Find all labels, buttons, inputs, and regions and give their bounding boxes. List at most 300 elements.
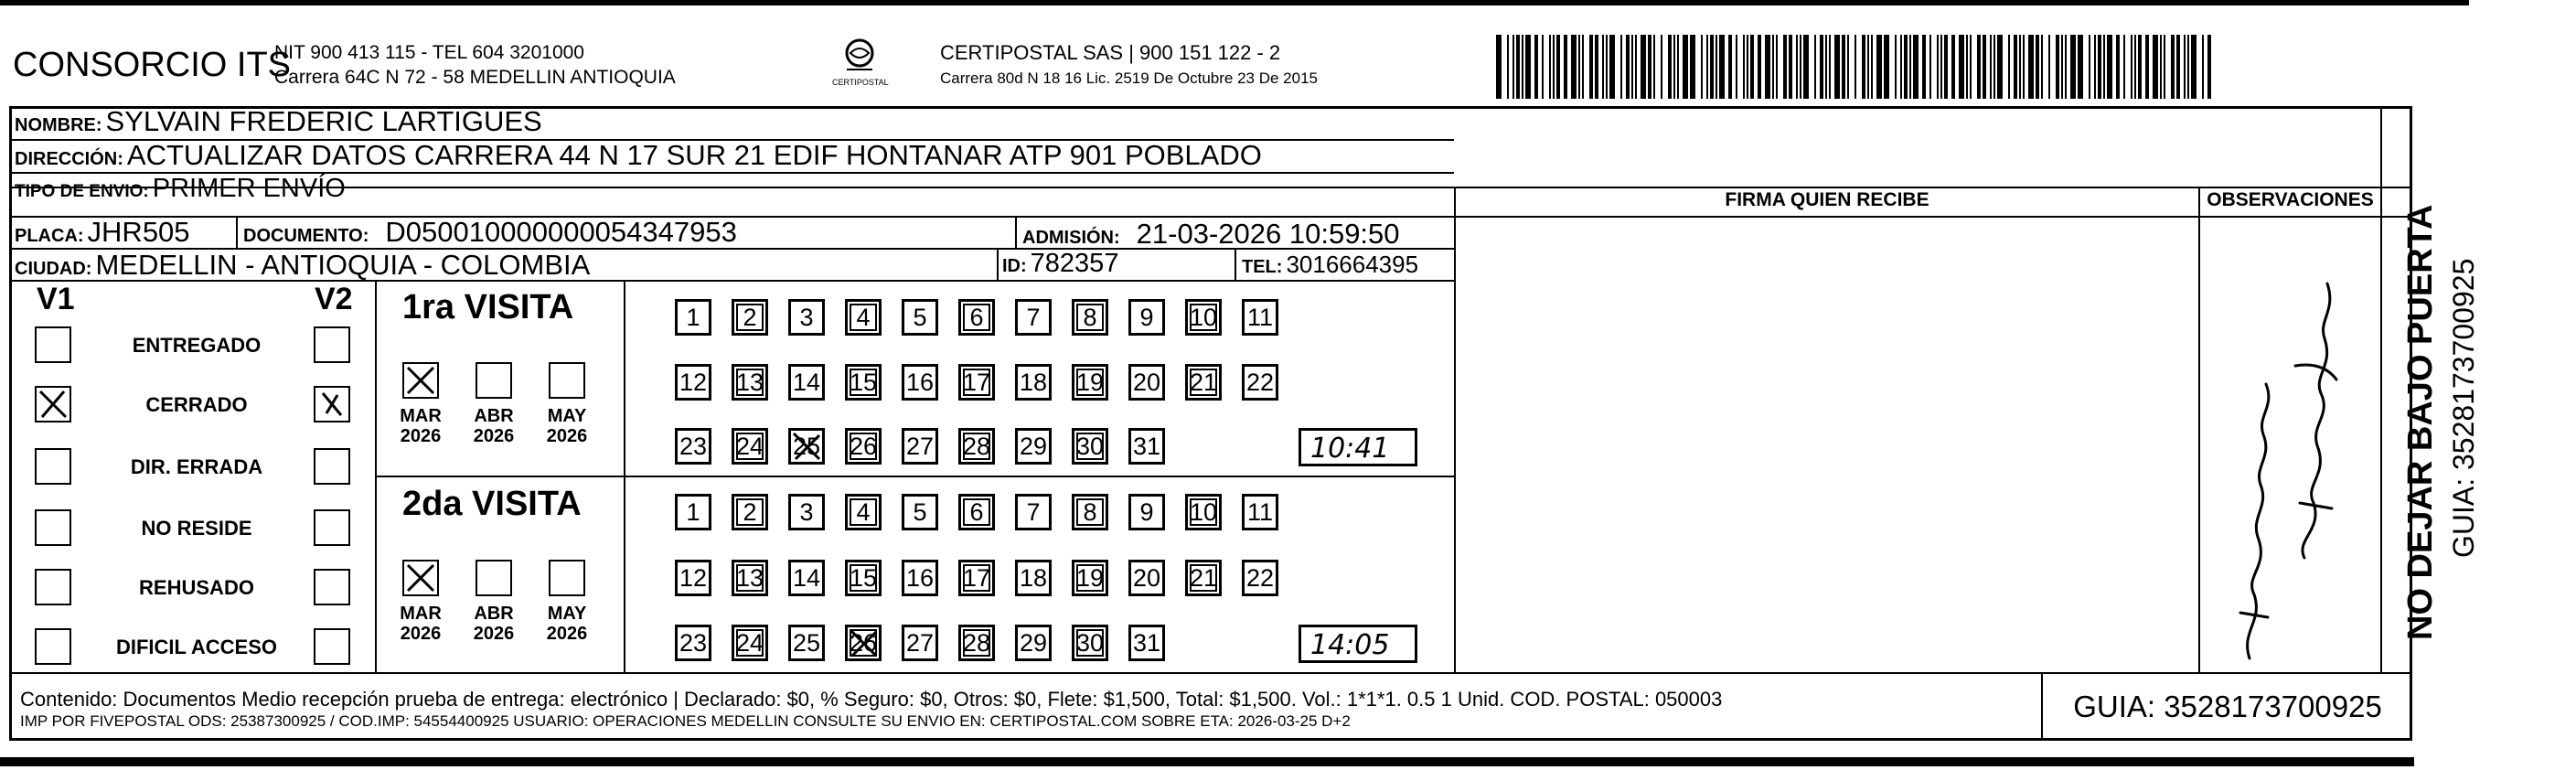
barcode-bar <box>2028 35 2034 99</box>
month-name: ABR <box>474 406 514 426</box>
footer-contenido: Contenido: Documentos Medio recepción prueba de entrega: electrónico | Declarado: $0, % Seguro: $0, Otros: $0, Flete: $1,500, Total: $1,500. Vol.: 1*1*1. 0.5 1 Unid. COD. POSTAL: 050003 <box>20 688 1723 711</box>
day-box[interactable] <box>902 560 938 596</box>
day-box[interactable] <box>958 299 995 336</box>
day-box[interactable] <box>1128 625 1165 661</box>
top-rule <box>0 0 2469 5</box>
day-box[interactable] <box>732 625 768 661</box>
v2-checkbox[interactable] <box>314 628 350 665</box>
day-number: 30 <box>1075 629 1105 657</box>
day-number: 26 <box>849 629 878 657</box>
barcode-bar <box>2116 35 2120 99</box>
day-number: 8 <box>1083 498 1097 526</box>
day-box[interactable] <box>788 428 825 465</box>
barcode-bar <box>2153 35 2158 99</box>
v1-checkbox[interactable] <box>35 386 71 422</box>
visita-title: 1ra VISITA <box>402 288 574 326</box>
barcode-bar <box>2138 35 2142 99</box>
day-number: 24 <box>735 433 764 460</box>
day-number: 5 <box>913 304 927 331</box>
admision-label: ADMISIÓN: <box>1022 228 1120 248</box>
v2-checkbox[interactable] <box>314 569 350 605</box>
tipo-envio-label: TIPO DE ENVIO: <box>15 182 149 201</box>
barcode-bar <box>1701 35 1703 99</box>
barcode-bar <box>2048 35 2050 99</box>
month-year: 2026 <box>546 624 588 644</box>
month-name: ABR <box>474 604 514 624</box>
barcode-bar <box>1750 35 1754 99</box>
check-x-icon <box>791 431 822 462</box>
day-number: 25 <box>792 629 821 657</box>
tel-label: TEL: <box>1242 257 1283 277</box>
day-box[interactable] <box>1185 299 1222 336</box>
month-label <box>538 604 596 644</box>
barcode-bar <box>1710 35 1714 99</box>
rule <box>375 280 377 672</box>
direccion-row <box>15 139 1262 172</box>
barcode-bar <box>1829 35 1831 99</box>
barcode-bar <box>2145 35 2149 99</box>
barcode-bar <box>1641 35 1646 99</box>
documento-label: DOCUMENTO: <box>243 226 369 246</box>
rule <box>236 216 238 248</box>
day-box[interactable] <box>1185 494 1222 530</box>
bottom-rule <box>0 757 2414 766</box>
day-number: 9 <box>1139 304 1154 331</box>
day-box[interactable] <box>1128 299 1165 336</box>
barcode-bar <box>1496 35 1502 99</box>
barcode-bar <box>1983 35 1986 99</box>
v1-header: V1 <box>37 282 75 316</box>
barcode-bar <box>1620 35 1622 99</box>
barcode-bar <box>1884 35 1889 99</box>
month-label <box>538 406 596 446</box>
day-box[interactable] <box>958 560 995 596</box>
barcode-bar <box>1578 35 1580 99</box>
day-box[interactable] <box>958 428 995 465</box>
barcode-bar <box>2014 35 2017 99</box>
barcode-bar <box>2191 35 2197 99</box>
day-box[interactable] <box>675 625 711 661</box>
barcode-bar <box>2056 35 2059 99</box>
id-label: ID: <box>1002 256 1027 276</box>
day-box[interactable] <box>845 428 882 465</box>
month-label <box>465 604 523 644</box>
barcode-bar <box>2019 35 2021 99</box>
tel-value: 3016664395 <box>1286 251 1419 278</box>
day-box[interactable] <box>1242 299 1278 336</box>
barcode-bar <box>1765 35 1770 99</box>
day-number: 8 <box>1083 304 1097 331</box>
day-box[interactable] <box>1128 364 1165 401</box>
barcode-bar <box>2036 35 2039 99</box>
ciudad-row <box>15 249 590 282</box>
v1-checkbox[interactable] <box>35 448 71 485</box>
barcode-bar <box>2070 35 2076 99</box>
day-box[interactable] <box>675 364 711 401</box>
day-box[interactable] <box>845 299 882 336</box>
day-box[interactable] <box>1185 364 1222 401</box>
day-number: 1 <box>686 304 700 331</box>
barcode-bar <box>1922 35 1926 99</box>
barcode-bar <box>1564 35 1567 99</box>
barcode-bar <box>1677 35 1679 99</box>
day-number: 12 <box>679 369 708 396</box>
barcode-bar <box>1867 35 1869 99</box>
rule <box>1235 248 1236 280</box>
barcode-bar <box>1871 35 1873 99</box>
day-number: 4 <box>856 304 871 331</box>
day-number: 6 <box>969 304 984 331</box>
day-box[interactable] <box>845 494 882 530</box>
day-number: 29 <box>1019 433 1048 460</box>
month-checkbox[interactable] <box>402 362 439 399</box>
day-box[interactable] <box>1072 428 1108 465</box>
day-box[interactable] <box>845 364 882 401</box>
day-box[interactable] <box>1128 494 1165 530</box>
nombre-row <box>15 105 542 138</box>
day-box[interactable] <box>1128 560 1165 596</box>
day-box[interactable] <box>1015 560 1052 596</box>
barcode-bar <box>1661 35 1662 99</box>
v1-checkbox[interactable] <box>35 569 71 605</box>
day-box[interactable] <box>845 560 882 596</box>
day-number: 25 <box>792 433 821 460</box>
status-label: DIFICIL ACCESO <box>115 636 277 658</box>
barcode-bar <box>1800 35 1801 99</box>
tel-row <box>1242 251 1418 279</box>
observacion-handwriting <box>2213 229 2378 668</box>
day-number: 1 <box>686 498 700 526</box>
barcode-bar <box>1690 35 1695 99</box>
placa-row <box>15 216 190 249</box>
day-box[interactable] <box>1015 625 1052 661</box>
check-x-icon <box>848 627 879 658</box>
barcode-bar <box>1803 35 1809 99</box>
month-name: MAR <box>400 406 442 426</box>
barcode-bar <box>1855 35 1856 99</box>
barcode-bar <box>1635 35 1637 99</box>
day-box[interactable] <box>1072 560 1108 596</box>
month-label <box>391 406 450 446</box>
side-guia: GUIA: 3528173700925 <box>2447 258 2480 558</box>
guia-number: GUIA: 3528173700925 <box>2041 672 2412 741</box>
v2-checkbox[interactable] <box>314 326 350 363</box>
day-number: 21 <box>1189 369 1218 396</box>
visit-time-box[interactable] <box>1299 428 1417 466</box>
month-year: 2026 <box>546 426 588 446</box>
day-box[interactable] <box>1015 364 1052 401</box>
day-number: 7 <box>1026 304 1041 331</box>
barcode-bar <box>1542 35 1544 99</box>
barcode-bar <box>1997 35 2003 99</box>
nit-line: NIT 900 413 115 - TEL 604 3201000 <box>274 42 584 63</box>
day-number: 26 <box>849 433 878 460</box>
barcode-bar <box>1940 35 1942 99</box>
day-number: 7 <box>1026 498 1041 526</box>
admision-row <box>1022 218 1400 251</box>
day-box[interactable] <box>675 299 711 336</box>
day-number: 19 <box>1075 564 1105 592</box>
day-number: 30 <box>1075 433 1105 460</box>
barcode-bar <box>2078 35 2083 99</box>
day-number: 23 <box>679 629 708 657</box>
barcode-bar <box>1814 35 1816 99</box>
day-number: 6 <box>969 498 984 526</box>
barcode-bar <box>2207 35 2211 99</box>
barcode-bar <box>1736 35 1737 99</box>
visit-time-box[interactable] <box>1299 625 1417 663</box>
sender-address: Carrera 64C N 72 - 58 MEDELLIN ANTIOQUIA <box>274 67 676 88</box>
barcode-bar <box>1776 35 1778 99</box>
month-year: 2026 <box>473 624 515 644</box>
month-name: MAY <box>547 406 587 426</box>
barcode-bar <box>1929 35 1931 99</box>
day-box[interactable] <box>675 428 711 465</box>
day-box[interactable] <box>1015 299 1052 336</box>
day-number: 27 <box>905 629 935 657</box>
day-number: 11 <box>1246 498 1274 526</box>
day-box[interactable] <box>902 494 938 530</box>
day-box[interactable] <box>788 364 825 401</box>
carrier-address: Carrera 80d N 18 16 Lic. 2519 De Octubre 23 De 2015 <box>940 70 1318 87</box>
day-box[interactable] <box>1072 494 1108 530</box>
barcode-bar <box>2061 35 2063 99</box>
barcode-bar <box>1820 35 1823 99</box>
v2-checkbox[interactable] <box>314 448 350 485</box>
v2-checkbox[interactable] <box>314 509 350 546</box>
barcode-bar <box>1959 35 1964 99</box>
barcode-bar <box>2131 35 2132 99</box>
barcode-bar <box>1556 35 1560 99</box>
month-checkbox[interactable] <box>402 560 439 596</box>
day-box[interactable] <box>788 560 825 596</box>
barcode-bar <box>1507 35 1509 99</box>
day-box[interactable] <box>732 364 768 401</box>
barcode-bar <box>1602 35 1604 99</box>
barcode-bar <box>1512 35 1514 99</box>
day-box[interactable] <box>788 625 825 661</box>
barcode-bar <box>1719 35 1725 99</box>
documento-value: D050010000000054347953 <box>385 216 737 248</box>
day-box[interactable] <box>1242 494 1278 530</box>
day-number: 21 <box>1189 564 1218 592</box>
barcode-bar <box>1553 35 1555 99</box>
day-box[interactable] <box>902 428 938 465</box>
admision-value: 21-03-2026 10:59:50 <box>1136 218 1400 250</box>
day-box[interactable] <box>902 299 938 336</box>
barcode-bar <box>1525 35 1531 99</box>
v1-checkbox[interactable] <box>35 326 71 363</box>
month-year: 2026 <box>400 624 442 644</box>
day-box[interactable] <box>675 560 711 596</box>
day-box[interactable] <box>1015 428 1052 465</box>
month-year: 2026 <box>400 426 442 446</box>
id-value: 782357 <box>1030 249 1119 278</box>
day-box[interactable] <box>958 625 995 661</box>
day-box[interactable] <box>958 494 995 530</box>
day-box[interactable] <box>1242 364 1278 401</box>
rule <box>2380 106 2382 672</box>
barcode-bar <box>1683 35 1688 99</box>
day-number: 16 <box>905 564 935 592</box>
day-number: 17 <box>962 369 991 396</box>
month-checkbox[interactable] <box>476 560 512 596</box>
day-number: 15 <box>849 369 878 396</box>
barcode-bar <box>1990 35 1992 99</box>
check-x-icon <box>315 388 348 421</box>
month-label <box>391 604 450 644</box>
barcode-bar <box>2176 35 2180 99</box>
barcode-bar <box>1772 35 1774 99</box>
day-box[interactable] <box>1185 560 1222 596</box>
day-box[interactable] <box>958 364 995 401</box>
barcode-bar <box>1862 35 1865 99</box>
barcode-bar <box>1825 35 1827 99</box>
day-box[interactable] <box>788 299 825 336</box>
month-checkbox[interactable] <box>549 560 585 596</box>
certipostal-logo-icon <box>841 37 878 73</box>
barcode-bar <box>1951 35 1955 99</box>
day-box[interactable] <box>1128 428 1165 465</box>
brand-name: CONSORCIO ITS <box>13 46 292 84</box>
barcode-bar <box>2134 35 2136 99</box>
day-box[interactable] <box>732 494 768 530</box>
day-number: 3 <box>799 498 814 526</box>
barcode-bar <box>2023 35 2025 99</box>
certipostal-logo <box>832 37 887 87</box>
id-row <box>1002 249 1118 279</box>
rule <box>1015 216 1017 248</box>
v2-checkbox[interactable] <box>314 386 350 422</box>
barcode-bar <box>1648 35 1651 99</box>
rule <box>2198 187 2200 672</box>
barcode-bar <box>2103 35 2105 99</box>
day-number: 22 <box>1245 369 1275 396</box>
barcode-bar <box>1876 35 1882 99</box>
ciudad-value: MEDELLIN - ANTIOQUIA - COLOMBIA <box>95 249 591 281</box>
day-number: 12 <box>679 564 708 592</box>
barcode-bar <box>1626 35 1630 99</box>
month-name: MAR <box>400 604 442 624</box>
barcode-bar <box>2008 35 2010 99</box>
day-box[interactable] <box>1015 494 1052 530</box>
day-box[interactable] <box>1242 560 1278 596</box>
barcode-bar <box>1589 35 1593 99</box>
month-year: 2026 <box>473 426 515 446</box>
barcode-bar <box>1668 35 1672 99</box>
barcode-bar <box>1970 35 1972 99</box>
rule <box>9 187 2412 188</box>
status-label: CERRADO <box>145 393 248 416</box>
barcode <box>1496 35 2224 99</box>
day-box[interactable] <box>1072 364 1108 401</box>
day-box[interactable] <box>845 625 882 661</box>
firma-header: FIRMA QUIEN RECIBE <box>1725 189 1929 210</box>
day-number: 10 <box>1189 498 1218 526</box>
observaciones-header: OBSERVACIONES <box>2207 189 2374 210</box>
barcode-bar <box>1977 35 1981 99</box>
barcode-bar <box>1716 35 1717 99</box>
placa-label: PLACA: <box>15 226 84 246</box>
day-box[interactable] <box>732 428 768 465</box>
day-number: 28 <box>962 433 991 460</box>
barcode-bar <box>1728 35 1732 99</box>
barcode-bar <box>2184 35 2186 99</box>
day-number: 13 <box>735 369 764 396</box>
barcode-bar <box>1758 35 1761 99</box>
status-label: ENTREGADO <box>132 334 262 357</box>
check-x-icon <box>404 364 437 397</box>
barcode-bar <box>1747 35 1748 99</box>
direccion-label: DIRECCIÓN: <box>15 149 123 169</box>
day-box[interactable] <box>902 625 938 661</box>
visit-time: 14:05 <box>1310 629 1390 661</box>
day-number: 23 <box>679 433 708 460</box>
day-number: 4 <box>856 498 871 526</box>
day-number: 24 <box>735 629 764 657</box>
barcode-bar <box>1842 35 1845 99</box>
day-number: 28 <box>962 629 991 657</box>
barcode-bar <box>1595 35 1598 99</box>
barcode-bar <box>1904 35 1908 99</box>
side-warning: NO DEJAR BAJO PUERTA <box>2401 204 2440 640</box>
v1-checkbox[interactable] <box>35 509 71 546</box>
footer-imp: IMP POR FIVEPOSTAL ODS: 25387300925 / COD.IMP: 54554400925 USUARIO: OPERACIONES MEDELLIN CONSULTE SU ENVIO EN: CERTIPOSTAL.COM SOBRE ETA: 2026-03-25 D+2 <box>20 712 1351 730</box>
day-number: 18 <box>1019 369 1048 396</box>
day-box[interactable] <box>732 560 768 596</box>
status-label: NO RESIDE <box>141 517 252 540</box>
month-checkbox[interactable] <box>549 362 585 399</box>
day-number: 29 <box>1019 629 1048 657</box>
visit-time: 10:41 <box>1310 433 1390 465</box>
day-box[interactable] <box>788 494 825 530</box>
day-box[interactable] <box>675 494 711 530</box>
rule <box>997 248 999 280</box>
barcode-bar <box>1534 35 1538 99</box>
day-number: 15 <box>849 564 878 592</box>
barcode-bar <box>1909 35 1911 99</box>
direccion-value: ACTUALIZAR DATOS CARRERA 44 N 17 SUR 21 EDIF HONTANAR ATP 901 POBLADO <box>126 139 1262 171</box>
day-box[interactable] <box>1072 299 1108 336</box>
day-number: 10 <box>1189 304 1218 331</box>
barcode-bar <box>2089 35 2090 99</box>
barcode-bar <box>1895 35 1897 99</box>
day-number: 2 <box>743 498 757 526</box>
barcode-bar <box>2107 35 2112 99</box>
day-number: 19 <box>1075 369 1105 396</box>
visita-title: 2da VISITA <box>402 485 582 523</box>
day-box[interactable] <box>902 364 938 401</box>
day-box[interactable] <box>1072 625 1108 661</box>
barcode-bar <box>1706 35 1708 99</box>
day-number: 27 <box>905 433 935 460</box>
barcode-bar <box>2187 35 2189 99</box>
day-number: 11 <box>1246 304 1274 331</box>
month-checkbox[interactable] <box>476 362 512 399</box>
tipo-envio-row <box>15 174 346 204</box>
barcode-bar <box>1834 35 1840 99</box>
day-box[interactable] <box>732 299 768 336</box>
tipo-envio-value: PRIMER ENVÍO <box>152 174 346 203</box>
day-number: 22 <box>1245 564 1275 592</box>
barcode-bar <box>2202 35 2204 99</box>
barcode-bar <box>1606 35 1608 99</box>
barcode-bar <box>1609 35 1615 99</box>
barcode-bar <box>1783 35 1787 99</box>
barcode-bar <box>2164 35 2165 99</box>
v1-checkbox[interactable] <box>35 628 71 665</box>
barcode-bar <box>1789 35 1792 99</box>
